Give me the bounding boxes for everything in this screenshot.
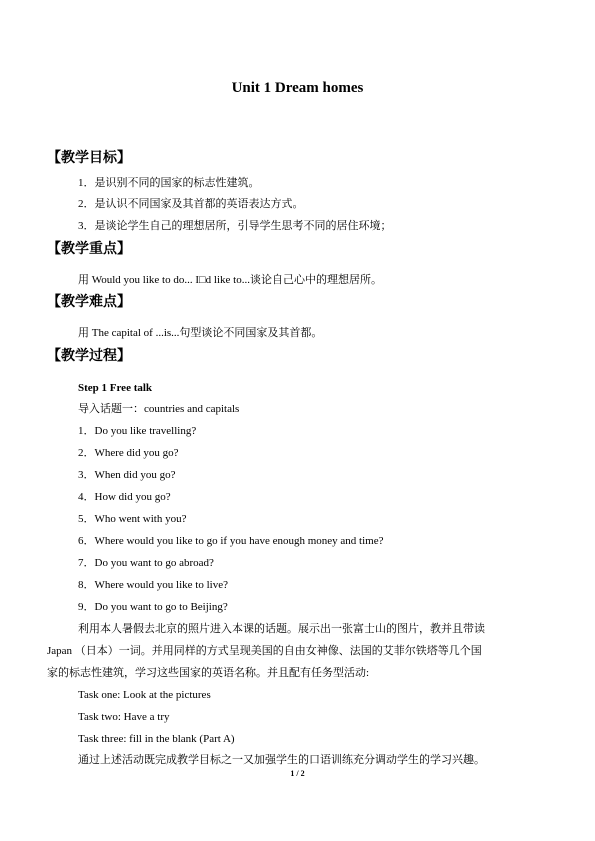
- question-item: 4．How did you go?: [78, 491, 171, 503]
- objectives-heading: 【教学目标】: [47, 151, 131, 166]
- question-item: 8．Where would you like to live?: [78, 579, 228, 591]
- intro-text: 导入话题一：countries and capitals: [78, 403, 240, 415]
- paragraph-line: 家的标志性建筑，学习这些国家的英语名称。并且配有任务型活动:: [47, 667, 370, 679]
- objective-item: 2．是认识不同国家及其首都的英语表达方式。: [78, 198, 304, 210]
- question-item: 3．When did you go?: [78, 469, 176, 481]
- question-item: 1．Do you like travelling?: [78, 425, 197, 437]
- closing-text: 通过上述活动既完成教学目标之一又加强学生的口语训练充分调动学生的学习兴趣。: [78, 754, 485, 766]
- question-item: 7．Do you want to go abroad?: [78, 557, 214, 569]
- question-item: 9．Do you want to go to Beijing?: [78, 601, 228, 613]
- objective-item: 1．是识别不同的国家的标志性建筑。: [78, 177, 260, 189]
- task-item: Task one: Look at the pictures: [78, 689, 211, 701]
- key-points-text: 用 Would you like to do... I□d like to...谈论自己心中的理想居所。: [78, 274, 382, 286]
- question-item: 5．Who went with you?: [78, 513, 187, 525]
- step-title: Step 1 Free talk: [78, 382, 153, 394]
- process-heading: 【教学过程】: [47, 349, 131, 364]
- task-item: Task three: fill in the blank (Part A): [78, 733, 235, 745]
- page-number: 1 / 2: [290, 769, 305, 778]
- paragraph-line: Japan （日本）一词。并用同样的方式呈现美国的自由女神像、法国的艾菲尔铁塔等几个国: [47, 645, 482, 657]
- difficulties-text: 用 The capital of ...is...句型谈论不同国家及其首都。: [78, 327, 323, 339]
- paragraph-line: 利用本人暑假去北京的照片进入本课的话题。展示出一张富士山的图片，教并且带读: [78, 623, 485, 635]
- document-title: Unit 1 Dream homes: [231, 80, 364, 96]
- question-item: 6．Where would you like to go if you have enough money and time?: [78, 535, 384, 547]
- objective-item: 3．是谈论学生自己的理想居所，引导学生思考不同的居住环境；: [78, 220, 392, 232]
- key-points-heading: 【教学重点】: [47, 242, 131, 257]
- question-item: 2．Where did you go?: [78, 447, 179, 459]
- difficulties-heading: 【教学难点】: [47, 295, 131, 310]
- task-item: Task two: Have a try: [78, 711, 170, 723]
